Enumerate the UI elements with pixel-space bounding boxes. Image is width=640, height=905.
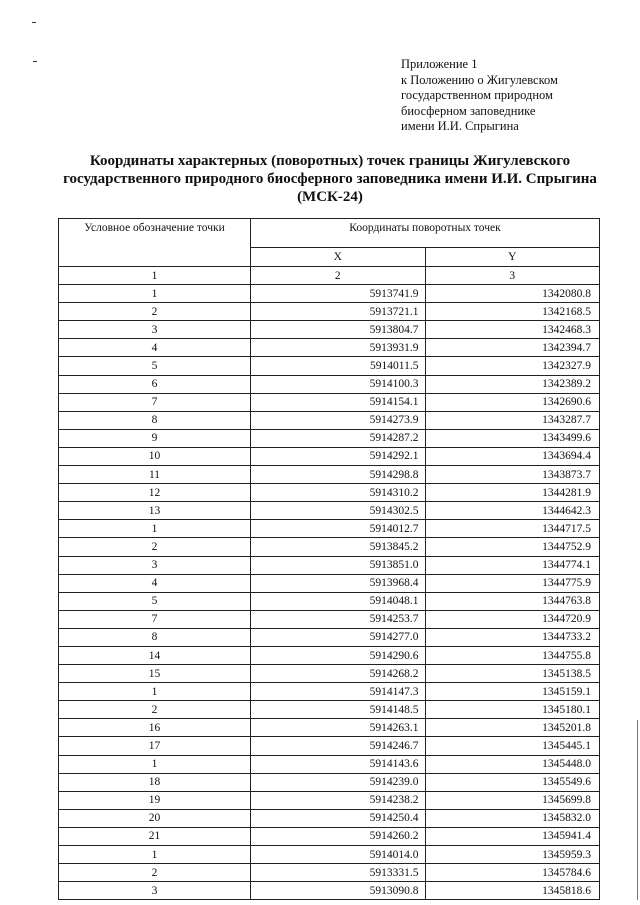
point-cell: 3: [59, 321, 251, 339]
column-number: 2: [251, 267, 426, 285]
appendix-line: имени И.И. Спрыгина: [401, 119, 519, 133]
table-row: [59, 574, 600, 592]
point-cell: 21: [59, 827, 251, 845]
x-cell: 5914253.7: [251, 610, 426, 628]
x-cell: 5914148.5: [251, 701, 426, 719]
table-row: [59, 592, 600, 610]
table-row: [59, 882, 600, 900]
table-row: [59, 502, 600, 520]
x-cell: 5914239.0: [251, 773, 426, 791]
point-cell: 12: [59, 484, 251, 502]
y-cell: 1343873.7: [425, 466, 600, 484]
y-cell: 1345959.3: [425, 846, 600, 864]
point-cell: 2: [59, 701, 251, 719]
header-x: X: [251, 248, 426, 267]
y-cell: 1342690.6: [425, 393, 600, 411]
column-number: 3: [425, 267, 600, 285]
y-cell: 1345941.4: [425, 827, 600, 845]
table-row: [59, 447, 600, 465]
appendix-line: государственном природном: [401, 88, 553, 102]
title-line: государственного природного биосферного заповедника имени И.И. Спрыгина: [63, 171, 597, 187]
scan-mark: [33, 61, 37, 62]
table-row: [59, 520, 600, 538]
x-cell: 5914250.4: [251, 809, 426, 827]
point-cell: 1: [59, 755, 251, 773]
y-cell: 1345448.0: [425, 755, 600, 773]
appendix-line: биосферном заповеднике: [401, 103, 536, 118]
point-cell: 10: [59, 447, 251, 465]
x-cell: 5914268.2: [251, 665, 426, 683]
x-cell: 5914012.7: [251, 520, 426, 538]
x-cell: 5914273.9: [251, 411, 426, 429]
table-row: [59, 411, 600, 429]
table-row: [59, 701, 600, 719]
point-cell: 15: [59, 665, 251, 683]
point-cell: 9: [59, 429, 251, 447]
y-cell: 1343694.4: [425, 447, 600, 465]
x-cell: 5913845.2: [251, 538, 426, 556]
table-row: [59, 846, 600, 864]
y-cell: 1342394.7: [425, 339, 600, 357]
point-cell: 2: [59, 864, 251, 882]
x-cell: 5914238.2: [251, 791, 426, 809]
point-cell: 1: [59, 520, 251, 538]
point-cell: 8: [59, 628, 251, 646]
x-cell: 5913721.1: [251, 303, 426, 321]
scan-edge: [637, 720, 638, 900]
y-cell: 1342389.2: [425, 375, 600, 393]
point-cell: 16: [59, 719, 251, 737]
y-cell: 1344733.2: [425, 628, 600, 646]
column-number: 1: [59, 267, 251, 285]
table-row: [59, 375, 600, 393]
table-row: [59, 809, 600, 827]
x-cell: 5914310.2: [251, 484, 426, 502]
y-cell: 1345832.0: [425, 809, 600, 827]
y-cell: 1344642.3: [425, 502, 600, 520]
x-cell: 5913090.8: [251, 882, 426, 900]
y-cell: 1344720.9: [425, 610, 600, 628]
y-cell: 1345699.8: [425, 791, 600, 809]
table-row: [59, 628, 600, 646]
table-row: [59, 683, 600, 701]
point-cell: 1: [59, 285, 251, 303]
table-row: [59, 321, 600, 339]
header-coords: Координаты поворотных точек: [251, 219, 600, 248]
table-row: [59, 864, 600, 882]
x-cell: 5914147.3: [251, 683, 426, 701]
x-cell: 5914048.1: [251, 592, 426, 610]
point-cell: 19: [59, 791, 251, 809]
y-cell: 1343499.6: [425, 429, 600, 447]
x-cell: 5913804.7: [251, 321, 426, 339]
table-row: [59, 484, 600, 502]
y-cell: 1345180.1: [425, 701, 600, 719]
x-cell: 5913931.9: [251, 339, 426, 357]
table-row: [59, 773, 600, 791]
point-cell: 2: [59, 538, 251, 556]
point-cell: 8: [59, 411, 251, 429]
point-cell: 13: [59, 502, 251, 520]
title-line: Координаты характерных (поворотных) точек границы Жигулевского: [89, 153, 571, 169]
y-cell: 1344717.5: [425, 520, 600, 538]
table-row: [59, 303, 600, 321]
y-cell: 1345445.1: [425, 737, 600, 755]
y-cell: 1342168.5: [425, 303, 600, 321]
point-cell: 7: [59, 393, 251, 411]
point-cell: 1: [59, 846, 251, 864]
point-cell: 3: [59, 556, 251, 574]
document-title: [40, 152, 620, 206]
x-cell: 5914302.5: [251, 502, 426, 520]
coordinates-table: [58, 218, 600, 900]
table-row: [59, 827, 600, 845]
y-cell: 1345784.6: [425, 864, 600, 882]
point-cell: 7: [59, 610, 251, 628]
appendix-line: Приложение 1: [401, 57, 478, 71]
point-cell: 2: [59, 303, 251, 321]
table-row: [59, 466, 600, 484]
table-row: [59, 339, 600, 357]
y-cell: 1345549.6: [425, 773, 600, 791]
y-cell: 1344763.8: [425, 592, 600, 610]
x-cell: 5914287.2: [251, 429, 426, 447]
appendix-line: к Положению о Жигулевском: [401, 72, 558, 87]
table-row: [59, 665, 600, 683]
x-cell: 5913851.0: [251, 556, 426, 574]
y-cell: 1344775.9: [425, 574, 600, 592]
x-cell: 5914277.0: [251, 628, 426, 646]
table-row: [59, 610, 600, 628]
point-cell: 18: [59, 773, 251, 791]
table-row: [59, 393, 600, 411]
x-cell: 5914011.5: [251, 357, 426, 375]
x-cell: 5914014.0: [251, 846, 426, 864]
point-cell: 14: [59, 646, 251, 664]
x-cell: 5914292.1: [251, 447, 426, 465]
table-row: [59, 357, 600, 375]
table-row: [59, 646, 600, 664]
point-cell: 4: [59, 339, 251, 357]
y-cell: 1345159.1: [425, 683, 600, 701]
point-cell: 4: [59, 574, 251, 592]
y-cell: 1345818.6: [425, 882, 600, 900]
x-cell: 5913968.4: [251, 574, 426, 592]
point-cell: 20: [59, 809, 251, 827]
x-cell: 5914246.7: [251, 737, 426, 755]
table-row: [59, 429, 600, 447]
table-row: [59, 719, 600, 737]
y-cell: 1342080.8: [425, 285, 600, 303]
appendix-note: [401, 57, 601, 135]
point-cell: 6: [59, 375, 251, 393]
y-cell: 1344774.1: [425, 556, 600, 574]
table-row: [59, 556, 600, 574]
scan-mark: [32, 22, 36, 23]
table-row: [59, 791, 600, 809]
x-cell: 5913741.9: [251, 285, 426, 303]
table-body: [59, 285, 600, 900]
point-cell: 5: [59, 592, 251, 610]
title-line: (МСК-24): [297, 189, 363, 205]
point-cell: 1: [59, 683, 251, 701]
table-row: [59, 285, 600, 303]
table-row: [59, 755, 600, 773]
header-y: Y: [425, 248, 600, 267]
y-cell: 1342468.3: [425, 321, 600, 339]
x-cell: 5914298.8: [251, 466, 426, 484]
x-cell: 5914143.6: [251, 755, 426, 773]
x-cell: 5914263.1: [251, 719, 426, 737]
header-point: Условное обозначение точки: [59, 219, 251, 267]
y-cell: 1343287.7: [425, 411, 600, 429]
y-cell: 1344752.9: [425, 538, 600, 556]
y-cell: 1344755.8: [425, 646, 600, 664]
point-cell: 17: [59, 737, 251, 755]
x-cell: 5914154.1: [251, 393, 426, 411]
point-cell: 3: [59, 882, 251, 900]
y-cell: 1342327.9: [425, 357, 600, 375]
point-cell: 5: [59, 357, 251, 375]
point-cell: 11: [59, 466, 251, 484]
x-cell: 5913331.5: [251, 864, 426, 882]
table-row: [59, 538, 600, 556]
table-row: [59, 737, 600, 755]
y-cell: 1344281.9: [425, 484, 600, 502]
x-cell: 5914260.2: [251, 827, 426, 845]
y-cell: 1345201.8: [425, 719, 600, 737]
x-cell: 5914100.3: [251, 375, 426, 393]
y-cell: 1345138.5: [425, 665, 600, 683]
x-cell: 5914290.6: [251, 646, 426, 664]
